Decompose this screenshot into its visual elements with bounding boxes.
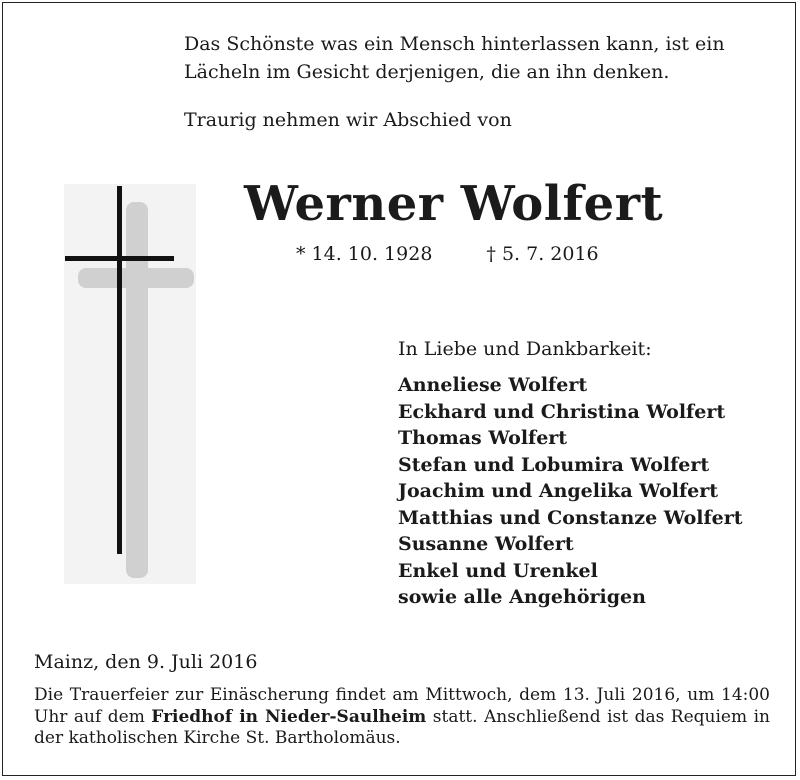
life-dates <box>296 241 599 267</box>
quote-line-2: Lächeln im Gesicht derjenigen, die an ihn denken. <box>184 61 670 83</box>
family-member: Stefan und Lobumira Wolfert <box>398 453 710 476</box>
family-member: Enkel und Urenkel <box>398 559 598 582</box>
ceremony-notice <box>34 685 770 750</box>
family-member: Matthias und Constanze Wolfert <box>398 506 743 529</box>
family-member: sowie alle Angehörigen <box>398 586 646 608</box>
birth-date: * 14. 10. 1928 <box>296 243 433 265</box>
family-member: Thomas Wolfert <box>398 427 568 449</box>
family-list <box>398 372 743 611</box>
family-member: Anneliese Wolfert <box>398 374 588 396</box>
family-member: Susanne Wolfert <box>398 533 574 555</box>
cross-shadow-horizontal <box>78 268 194 288</box>
quote-line-1: Das Schönste was ein Mensch hinterlassen kann, ist ein <box>184 33 725 55</box>
cross-graphic <box>64 184 196 584</box>
place-date: Mainz, den 9. Juli 2016 <box>34 651 258 673</box>
cross-icon <box>64 184 196 584</box>
deceased-name: Werner Wolfert <box>244 176 664 232</box>
memorial-quote <box>184 30 764 86</box>
family-member: Joachim und Angelika Wolfert <box>398 480 719 502</box>
cross-black-horizontal <box>65 256 174 261</box>
cross-black-vertical <box>117 186 122 554</box>
family-member: Eckhard und Christina Wolfert <box>398 400 726 423</box>
death-date: † 5. 7. 2016 <box>486 243 599 265</box>
farewell-intro: Traurig nehmen wir Abschied von <box>184 109 512 131</box>
ceremony-location: Friedhof in Nieder-Saulheim <box>151 706 427 727</box>
ceremony-text-part2: statt. Anschließend ist das Requiem in der katholischen Kirche St. Bartholomäus. <box>34 706 770 748</box>
thanks-heading: In Liebe und Dankbarkeit: <box>398 338 652 360</box>
ceremony-text-part1: Die Trauerfeier zur Einäscherung findet am Mittwoch, dem 13. Juli 2016, um 14:00 Uhr auf dem <box>34 685 770 727</box>
